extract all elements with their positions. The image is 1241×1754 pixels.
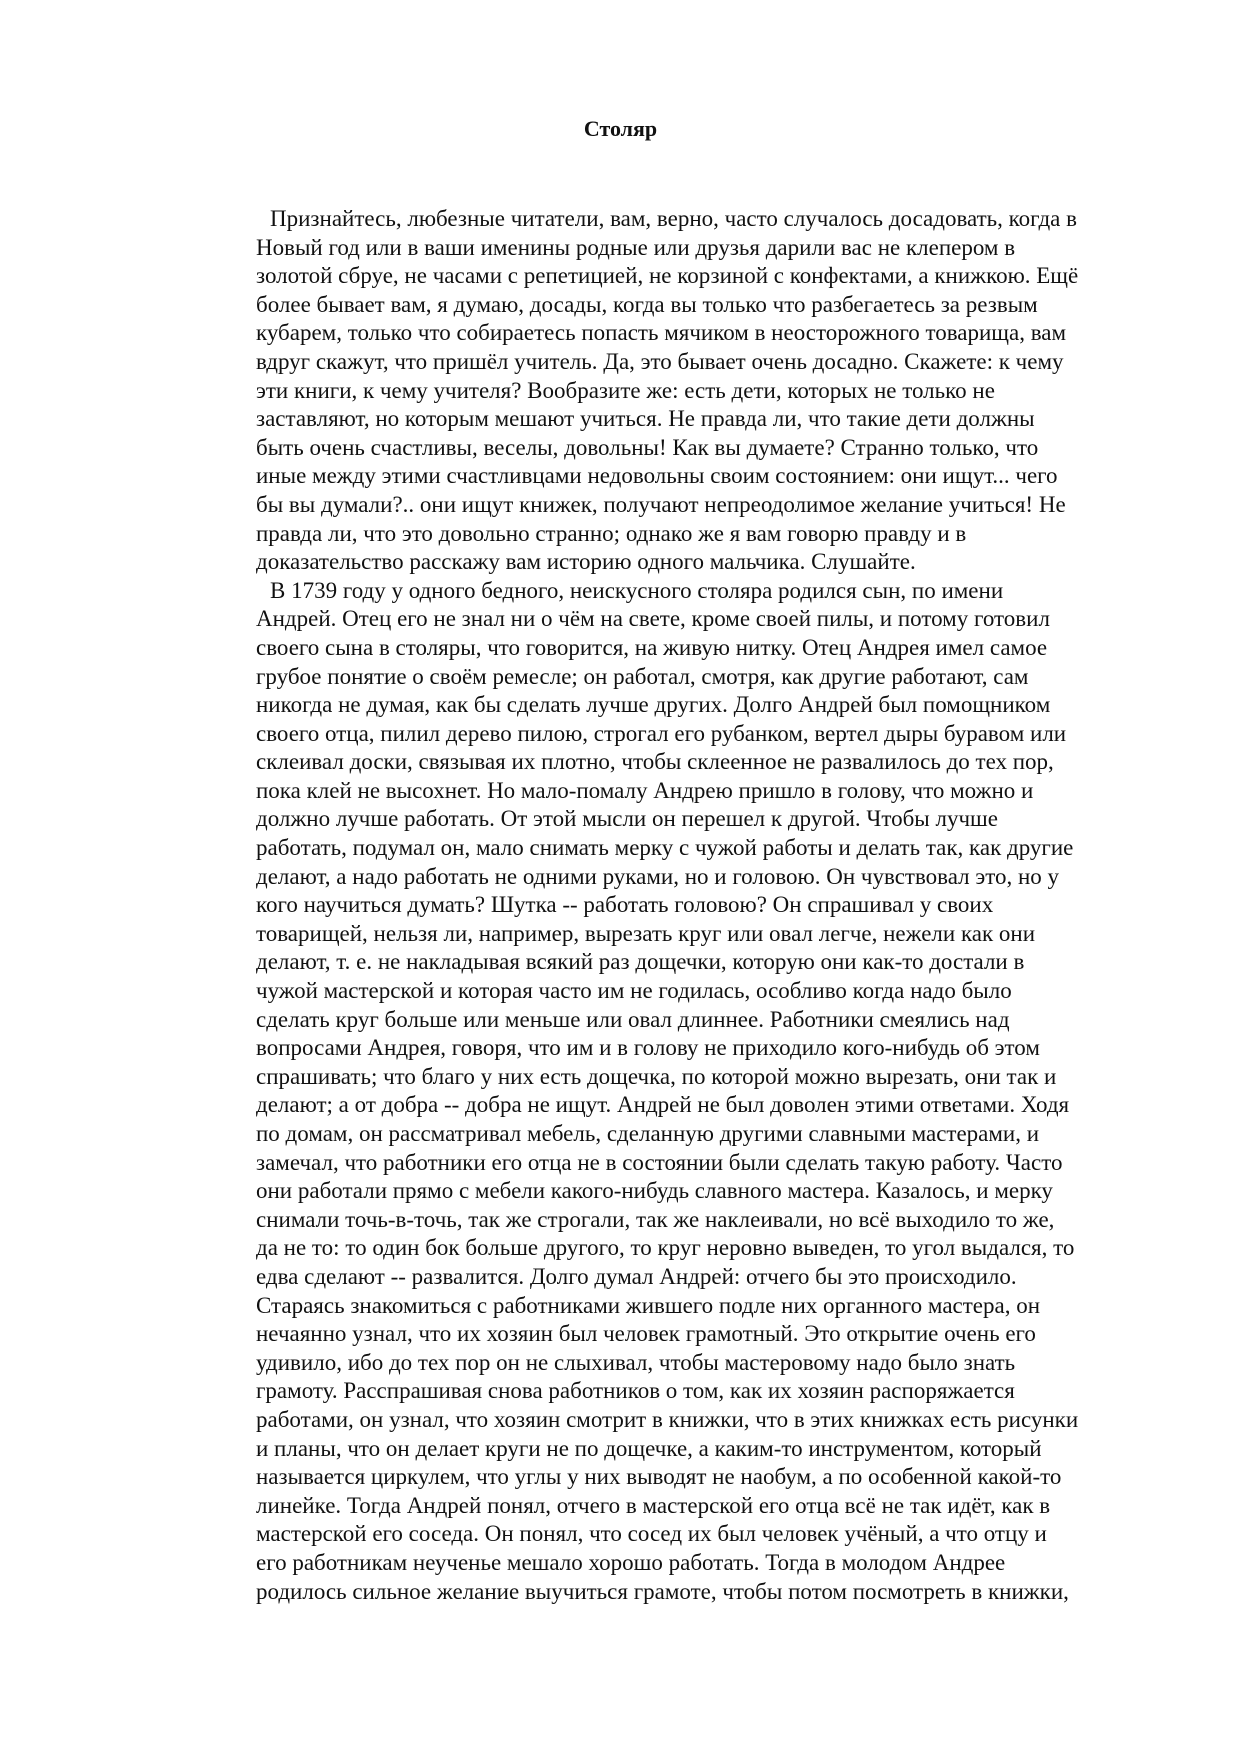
paragraph-1: Признайтесь, любезные читатели, вам, верно, часто случалось досадовать, когда в Новый год или в ваши именины родные или друзья дарили вас не клепером в золотой сбруе, не часами с репетицией, не корзиной с конфектами, а книжкою. Ещё более бывает вам, я думаю, досады, когда вы только что разбегаетесь за резвым кубарем, только что собираетесь попасть мячиком в неосторожного товарища, вам вдруг скажут, что пришёл учитель. Да, это бывает очень досадно. Скажете: к чему эти книги, к чему учителя? Вообразите же: есть дети, которых не только не заставляют, но которым мешают учиться. Не правда ли, что такие дети должны быть очень счастливы, веселы, довольны! Как вы думаете? Странно только, что иные между этими счастливцами недовольны своим состоянием: они ищут... чего бы вы думали?.. они ищут книжек, получают непреодолимое желание учиться! Не правда ли, что это довольно странно; однако же я вам говорю правду и в доказательство расскажу вам историю одного мальчика. Слушайте. — [256, 206, 1079, 575]
document-title: Столяр — [583, 116, 658, 141]
document-body — [256, 205, 1156, 1606]
paragraph-2: В 1739 году у одного бедного, неискусного столяра родился сын, по имени Андрей. Отец его не знал ни о чём на свете, кроме своей пилы, и потому готовил своего сына в столяры, что говорится, на живую нитку. Отец Андрея имел самое грубое понятие о своём ремесле; он работал, смотря, как другие работают, сам никогда не думая, как бы сделать лучше других. Долго Андрей был помощником своего отца, пилил дерево пилою, строгал его рубанком, вертел дыры буравом или склеивал доски, связывая их плотно, чтобы склеенное не развалилось до тех пор, пока клей не высохнет. Но мало-помалу Андрею пришло в голову, что можно и должно лучше работать. От этой мысли он перешел к другой. Чтобы лучше работать, подумал он, мало снимать мерку с чужой работы и делать так, как другие делают, а надо работать не одними руками, но и головою. Он чувствовал это, но у кого научиться думать? Шутка -- работать головою? Он спрашивал у своих товарищей, нельзя ли, например, вырезать круг или овал легче, нежели как они делают, т. е. не накладывая всякий раз дощечки, которую они как-то достали в чужой мастерской и которая часто им не годилась, особливо когда надо было сделать круг больше или меньше или овал длиннее. Работники смеялись над вопросами Андрея, говоря, что им и в голову не приходило кого-нибудь об этом спрашивать; что благо у них есть дощечка, по которой можно вырезать, они так и делают; а от добра -- добра не ищут. Андрей не был доволен этими ответами. Ходя по домам, он рассматривал мебель, сделанную другими славными мастерами, и замечал, что работники его отца не в состоянии были сделать такую работу. Часто они работали прямо с мебели какого-нибудь славного мастера. Казалось, и мерку снимали точь-в-точь, так же строгали, так же наклеивали, но всё выходило то же, да не то: то один бок больше другого, то круг неровно выведен, то угол выдался, то едва сделают -- развалится. Долго думал Андрей: отчего бы это происходило. Стараясь знакомиться с работниками жившего подле них органного мастера, он нечаянно узнал, что их хозяин был человек грамотный. Это открытие очень его удивило, ибо до тех пор он не слыхивал, чтобы мастеровому надо было знать грамоту. Расспрашивая снова работников о том, как их хозяин распоряжается работами, он узнал, что хозяин смотрит в книжки, что в этих книжках есть рисунки и планы, что он делает круги не по дощечке, а каким-то инструментом, который называется циркулем, что углы у них выводят не наобум, а по особенной какой-то линейке. Тогда Андрей понял, отчего в мастерской его отца всё не так идёт, как в мастерской его соседа. Он понял, что сосед их был человек учёный, а что отцу и его работникам неученье мешало хорошо работать. Тогда в молодом Андрее родилось сильное желание выучиться грамоте, чтобы потом посмотреть в книжки, — [256, 577, 1079, 1604]
